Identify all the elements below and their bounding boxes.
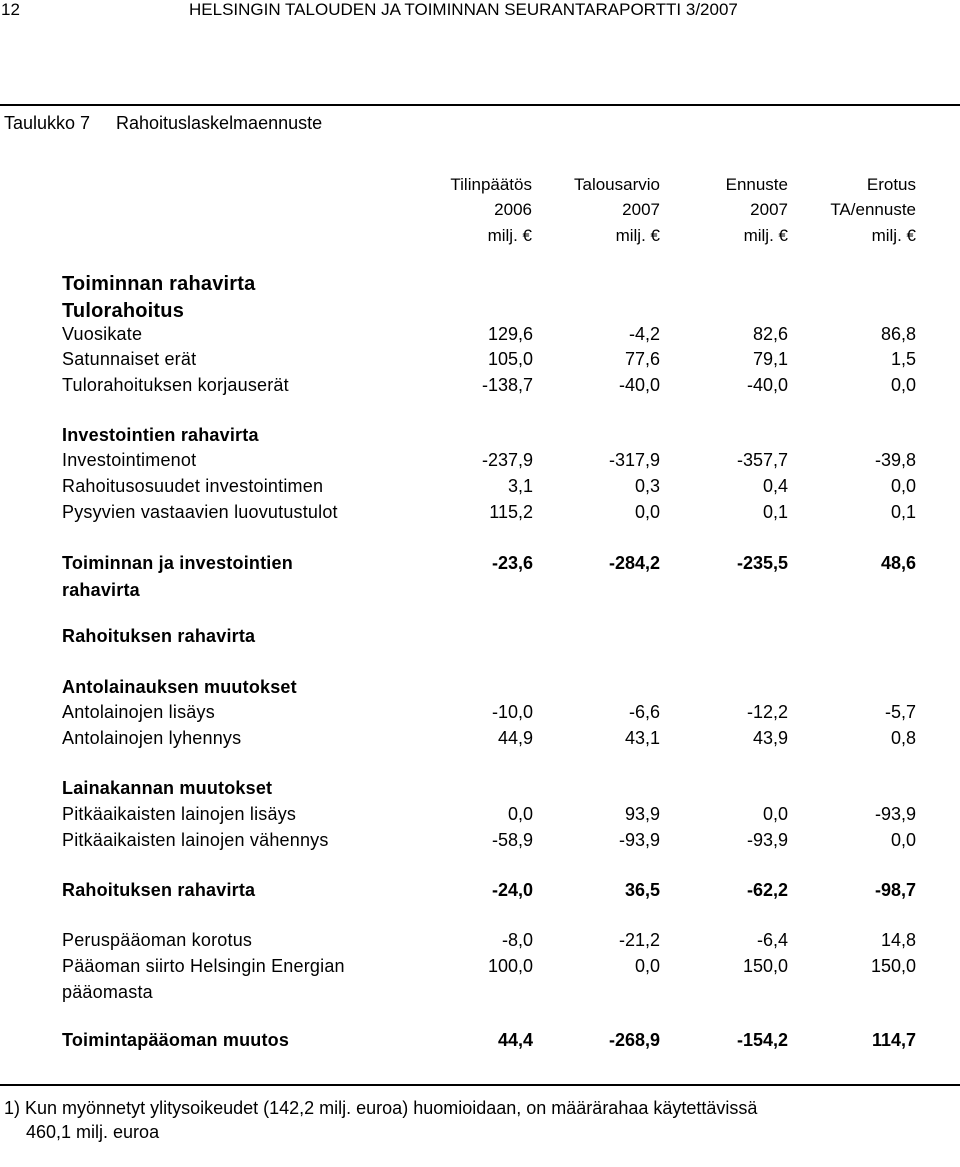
- cell-col-1: -58,9: [491, 830, 533, 850]
- col1-h2: 2006: [494, 200, 532, 219]
- cell-col-2: -284,2: [608, 553, 660, 573]
- table-row: [0, 450, 960, 476]
- table-row: [0, 982, 960, 1008]
- table-row: [0, 880, 960, 906]
- table-row: [0, 804, 960, 830]
- table-row: [0, 677, 960, 703]
- page-number: 12: [1, 0, 20, 19]
- cell-col-4: 0,0: [890, 830, 916, 850]
- row-label: Vuosikate: [62, 324, 143, 344]
- row-label: Rahoitusosuudet investointimen: [62, 476, 324, 496]
- cell-col-3: -154,2: [736, 1030, 788, 1050]
- cell-col-3: -93,9: [746, 830, 788, 850]
- cell-col-3: -62,2: [746, 880, 788, 900]
- cell-col-3: -12,2: [746, 702, 788, 722]
- row-label: Investointimenot: [62, 450, 197, 470]
- col1-h1: Tilinpäätös: [450, 175, 532, 194]
- cell-col-3: -235,5: [736, 553, 788, 573]
- row-label: Antolainojen lyhennys: [62, 728, 242, 748]
- cell-col-2: 43,1: [624, 728, 660, 748]
- table-row: [0, 375, 960, 401]
- row-label: Satunnaiset erät: [62, 349, 197, 369]
- row-label: Pysyvien vastaavien luovutustulot: [62, 502, 338, 522]
- report-title: HELSINGIN TALOUDEN JA TOIMINNAN SEURANTARAPORTTI 3/2007: [189, 0, 738, 19]
- cell-col-3: -40,0: [746, 375, 788, 395]
- cell-col-3: 82,6: [752, 324, 788, 344]
- cell-col-2: 93,9: [624, 804, 660, 824]
- cell-col-2: 77,6: [624, 349, 660, 369]
- cell-col-3: 43,9: [752, 728, 788, 748]
- cell-col-4: -93,9: [874, 804, 916, 824]
- col3-h1: Ennuste: [725, 175, 788, 194]
- row-label: Toiminnan rahavirta: [62, 273, 256, 295]
- cell-col-4: 0,0: [890, 375, 916, 395]
- row-label: pääomasta: [62, 982, 153, 1002]
- cell-col-1: -23,6: [491, 553, 533, 573]
- top-rule: [0, 104, 960, 106]
- table-label: Taulukko 7: [4, 113, 91, 133]
- col4-h3: milj. €: [871, 226, 916, 245]
- cell-col-1: 3,1: [507, 476, 533, 496]
- table-row: [0, 580, 960, 606]
- col2-h3: milj. €: [615, 226, 660, 245]
- row-label: Rahoituksen rahavirta: [62, 626, 256, 646]
- cell-col-1: 129,6: [487, 324, 533, 344]
- row-label: rahavirta: [62, 580, 140, 600]
- table-row: [0, 830, 960, 856]
- cell-col-3: 150,0: [742, 956, 788, 976]
- row-label: Lainakannan muutokset: [62, 778, 273, 798]
- cell-col-2: -317,9: [608, 450, 660, 470]
- cell-col-1: -138,7: [481, 375, 533, 395]
- col2-h2: 2007: [622, 200, 660, 219]
- table-row: [0, 300, 960, 326]
- cell-col-2: -6,6: [628, 702, 660, 722]
- cell-col-4: 0,0: [890, 476, 916, 496]
- row-label: Toimintapääoman muutos: [62, 1030, 290, 1050]
- col1-h3: milj. €: [487, 226, 532, 245]
- cell-col-2: -21,2: [618, 930, 660, 950]
- cell-col-1: 44,4: [497, 1030, 533, 1050]
- row-label: Tulorahoitus: [62, 300, 185, 322]
- cell-col-4: 14,8: [880, 930, 916, 950]
- cell-col-4: 1,5: [890, 349, 916, 369]
- cell-col-4: -5,7: [884, 702, 916, 722]
- cell-col-2: 0,3: [634, 476, 660, 496]
- col3-h2: 2007: [750, 200, 788, 219]
- table-row: [0, 1030, 960, 1056]
- table-row: [0, 778, 960, 804]
- cell-col-1: 44,9: [497, 728, 533, 748]
- cell-col-2: -40,0: [618, 375, 660, 395]
- cell-col-2: -4,2: [628, 324, 660, 344]
- table-row: [0, 476, 960, 502]
- cell-col-3: -6,4: [756, 930, 788, 950]
- cell-col-3: 79,1: [752, 349, 788, 369]
- cell-col-4: 48,6: [880, 553, 916, 573]
- table-row: [0, 273, 960, 299]
- col2-h1: Talousarvio: [574, 175, 660, 194]
- table-row: [0, 349, 960, 375]
- cell-col-1: 0,0: [507, 804, 533, 824]
- table-row: [0, 502, 960, 528]
- cell-col-1: 115,2: [489, 502, 533, 522]
- cell-col-4: 86,8: [880, 324, 916, 344]
- table-row: [0, 425, 960, 451]
- row-label: Pitkäaikaisten lainojen lisäys: [62, 804, 297, 824]
- cell-col-2: 0,0: [634, 956, 660, 976]
- cell-col-4: 114,7: [871, 1030, 916, 1050]
- table-row: [0, 956, 960, 982]
- cell-col-3: -357,7: [736, 450, 788, 470]
- row-label: Investointien rahavirta: [62, 425, 259, 445]
- footnote-line-1: 1) Kun myönnetyt ylitysoikeudet (142,2 milj. euroa) huomioidaan, on määrärahaa käytettävissä: [4, 1098, 758, 1118]
- footnote-line-2: 460,1 milj. euroa: [26, 1122, 160, 1142]
- row-label: Antolainauksen muutokset: [62, 677, 297, 697]
- cell-col-1: -10,0: [491, 702, 533, 722]
- cell-col-1: -8,0: [501, 930, 533, 950]
- cell-col-1: -24,0: [491, 880, 533, 900]
- table-row: [0, 324, 960, 350]
- table-title: Rahoituslaskelmaennuste: [116, 113, 323, 133]
- col4-h1: Erotus: [866, 175, 916, 194]
- row-label: Tulorahoituksen korjauserät: [62, 375, 289, 395]
- cell-col-1: 105,0: [487, 349, 533, 369]
- table-row: [0, 728, 960, 754]
- cell-col-2: -268,9: [608, 1030, 660, 1050]
- cell-col-2: 36,5: [624, 880, 660, 900]
- table-row: [0, 930, 960, 956]
- cell-col-2: -93,9: [618, 830, 660, 850]
- cell-col-1: 100,0: [487, 956, 533, 976]
- bottom-rule: [0, 1084, 960, 1086]
- cell-col-4: -39,8: [874, 450, 916, 470]
- cell-col-4: 0,8: [890, 728, 916, 748]
- cell-col-4: 0,1: [890, 502, 916, 522]
- row-label: Pitkäaikaisten lainojen vähennys: [62, 830, 329, 850]
- row-label: Rahoituksen rahavirta: [62, 880, 256, 900]
- cell-col-3: 0,0: [762, 804, 788, 824]
- row-label: Antolainojen lisäys: [62, 702, 215, 722]
- cell-col-3: 0,4: [762, 476, 788, 496]
- table-row: [0, 702, 960, 728]
- table-row: [0, 626, 960, 652]
- cell-col-2: 0,0: [634, 502, 660, 522]
- cell-col-3: 0,1: [762, 502, 788, 522]
- col3-h3: milj. €: [743, 226, 788, 245]
- row-label: Toiminnan ja investointien: [62, 553, 293, 573]
- table-row: [0, 553, 960, 579]
- row-label: Peruspääoman korotus: [62, 930, 253, 950]
- cell-col-1: -237,9: [481, 450, 533, 470]
- row-label: Pääoman siirto Helsingin Energian: [62, 956, 345, 976]
- col4-h2: TA/ennuste: [830, 200, 916, 219]
- cell-col-4: -98,7: [874, 880, 916, 900]
- cell-col-4: 150,0: [870, 956, 916, 976]
